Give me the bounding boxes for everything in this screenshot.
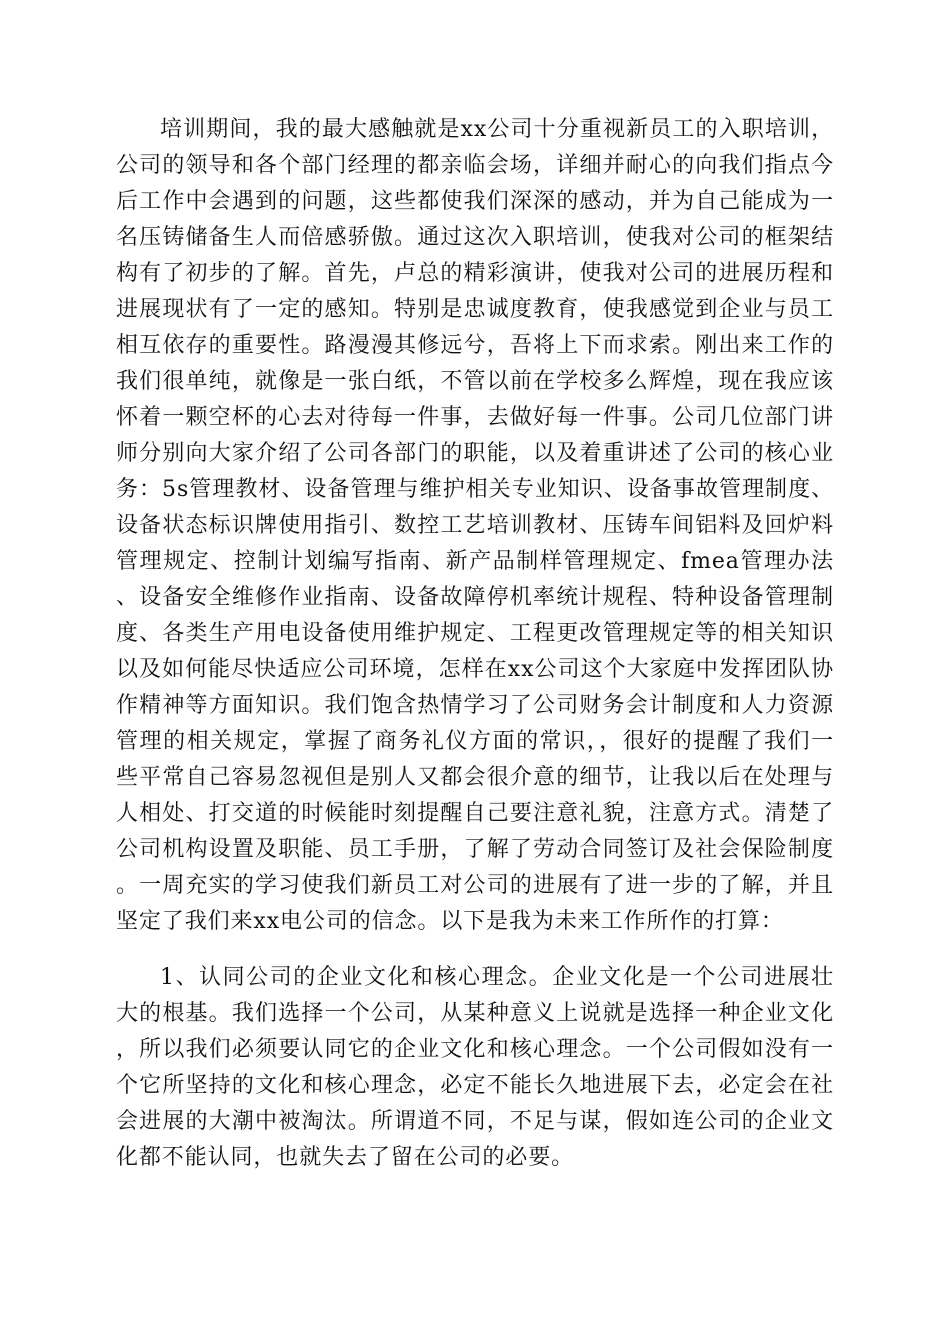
document-body <box>116 112 834 1176</box>
paragraph-plan-item-1: 1、认同公司的企业文化和核心理念。企业文化是一个公司进展壮大的根基。我们选择一个公司，从某种意义上说就是选择一种企业文化，所以我们必须要认同它的企业文化和核心理念。一个公司假如没有一个它所坚持的文化和核心理念，必定不能长久地进展下去，必定会在社会进展的大潮中被淘汰。所谓道不同，不足与谋，假如连公司的企业文化都不能认同，也就失去了留在公司的必要。 <box>116 965 834 1170</box>
paragraph-training-reflection: 培训期间，我的最大感触就是xx公司十分重视新员工的入职培训，公司的领导和各个部门经理的都亲临会场，详细并耐心的向我们指点今后工作中会遇到的问题，这些都使我们深深的感动，并为自己能成为一名压铸储备生人而倍感骄傲。通过这次入职培训，使我对公司的框架结构有了初步的了解。首先，卢总的精彩演讲，使我对公司的进展历程和进展现状有了一定的感知。特别是忠诚度教育，使我感觉到企业与员工相互依存的重要性。路漫漫其修远兮，吾将上下而求索。刚出来工作的我们很单纯，就像是一张白纸，不管以前在学校多么辉煌，现在我应该怀着一颗空杯的心去对待每一件事，去做好每一件事。公司几位部门讲师分别向大家介绍了公司各部门的职能，以及着重讲述了公司的核心业务：5s管理教材、设备管理与维护相关专业知识、设备事故管理制度、设备状态标识牌使用指引、数控工艺培训教材、压铸车间铝料及回炉料管理规定、控制计划编写指南、新产品制样管理规定、fmea管理办法、设备安全维修作业指南、设备故障停机率统计规程、特种设备管理制度、各类生产用电设备使用维护规定、工程更改管理规定等的相关知识以及如何能尽快适应公司环境，怎样在xx公司这个大家庭中发挥团队协作精神等方面知识。我们饱含热情学习了公司财务会计制度和人力资源管理的相关规定，掌握了商务礼仪方面的常识，，很好的提醒了我们一些平常自己容易忽视但是别人又都会很介意的细节，让我以后在处理与人相处、打交道的时候能时刻提醒自己要注意礼貌，注意方式。清楚了公司机构设置及职能、员工手册，了解了劳动合同签订及社会保险制度。一周充实的学习使我们新员工对公司的进展有了进一步的了解，并且坚定了我们来xx电公司的信念。以下是我为未来工作所作的打算： <box>116 117 834 934</box>
